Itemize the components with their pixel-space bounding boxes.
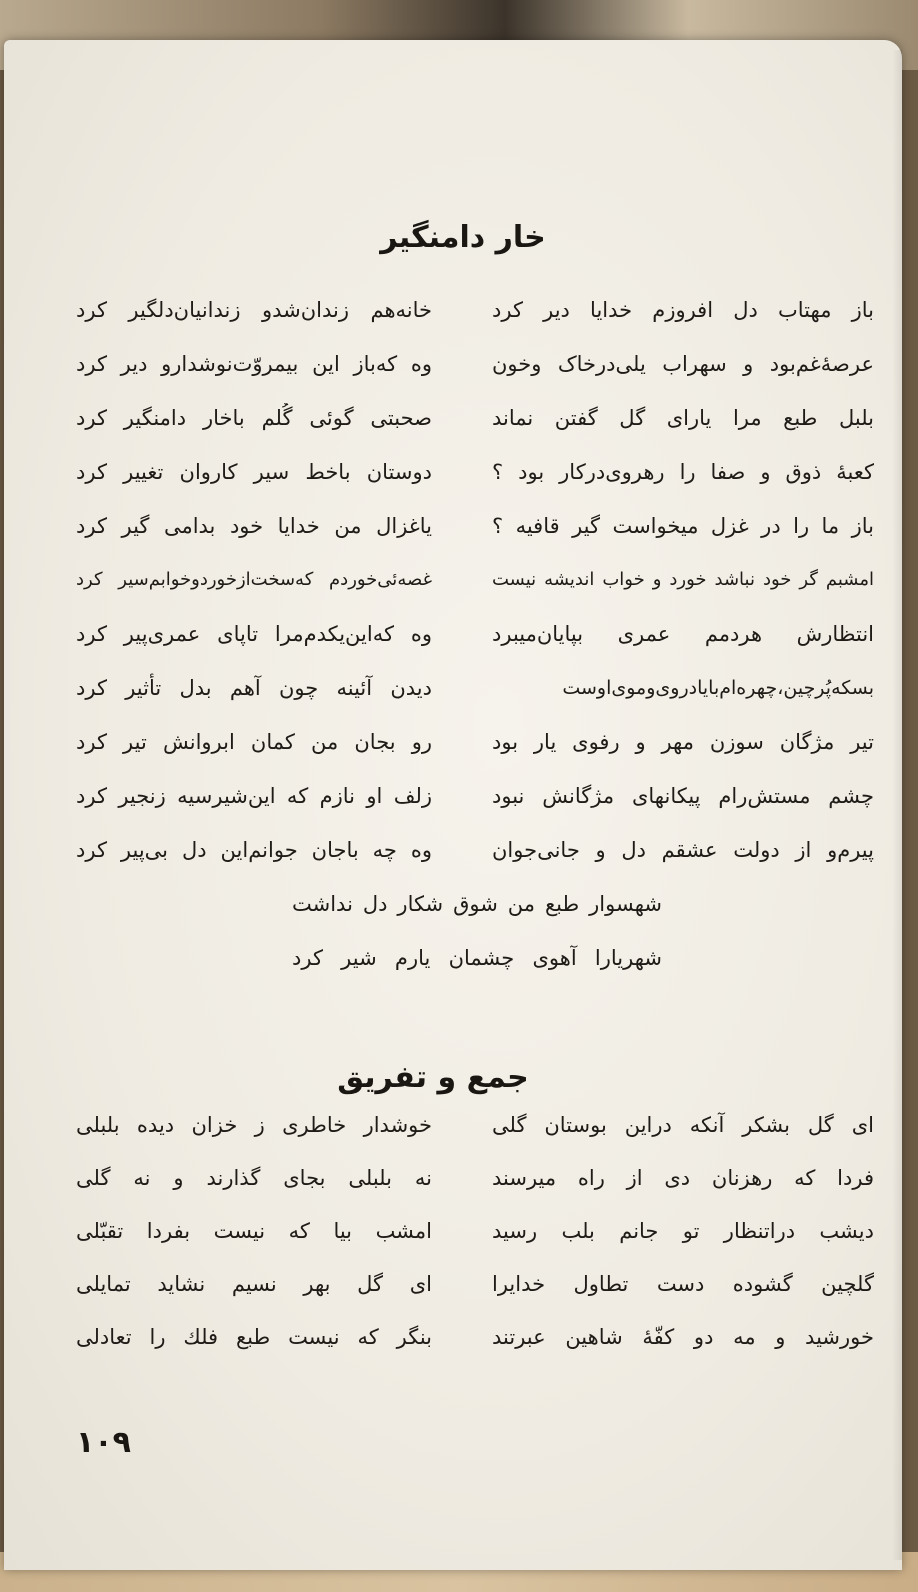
closing-hemistich-first: شهسوار طبع من شوق شکار دل نداشت [292,892,662,916]
first-hemistich: باز مهتاب دل افروزم خدایا دیر کرد [492,298,874,322]
first-hemistich: امشبم گر خود نباشد خورد و خواب اندیشه نیست [492,569,874,590]
first-hemistich: بلبل طبع مرا یارای گل گفتن نماند [492,406,874,430]
second-hemistich: زلف او نازم که این‌شیرسیه زنجیر کرد [76,784,432,808]
second-hemistich: وه چه باجان جوانم‌این دل بی‌پیر کرد [76,838,432,862]
second-hemistich: بنگر که نیست طبع فلك را تعادلی [76,1325,432,1349]
first-hemistich: باز ما را در غزل میخواست گیر قافیه ؟ [492,514,874,538]
couplet [4,619,902,675]
second-hemistich: امشب بیا که نیست بفردا تقبّلی [76,1219,432,1243]
couplet [4,457,902,513]
second-hemistich: خوشدار خاطری ز خزان دیده بلبلی [76,1113,432,1137]
couplet [4,565,902,621]
closing-second-line [4,943,902,999]
couplet [4,349,902,405]
first-hemistich: گلچین گشوده دست تطاول خدایرا [492,1272,874,1296]
first-hemistich: کعبهٔ ذوق و صفا را رهروی‌درکار بود ؟ [492,460,874,484]
couplet [4,1322,902,1378]
second-hemistich: رو بجان من کمان ابروانش تیر کرد [76,730,432,754]
second-hemistich: دیدن آئینه چون آهم بدل تأثیر کرد [76,676,432,700]
couplet [4,1216,902,1272]
first-hemistich: فردا که رهزنان دی از راه میرسند [492,1166,874,1190]
couplet [4,511,902,567]
couplet [4,1269,902,1325]
poem-title: جمع و تفریق [337,1060,529,1095]
first-hemistich: تیر مژگان سوزن مهر و رفوی یار بود [492,730,874,754]
first-hemistich: پیرم‌و از دولت عشقم دل و جانی‌جوان [492,838,874,862]
second-hemistich: نه بلبلی بجای گذارند و نه گلی [76,1166,432,1190]
couplet [4,295,902,351]
couplet [4,1110,902,1166]
couplet [4,781,902,837]
couplet [4,403,902,459]
first-hemistich: دیشب دراتنظار تو جانم بلب رسید [492,1219,874,1243]
second-hemistich: وه که‌باز این بیمروّت‌نوشدارو دیر کرد [76,352,432,376]
first-hemistich: عرصهٔ‌غم‌بود و سهراب یلی‌درخاک وخون [492,352,874,376]
second-hemistich: ای گل بهر نسیم نشاید تمایلی [76,1272,432,1296]
couplet [4,727,902,783]
poem-title: خار دامنگیر [380,220,546,255]
first-hemistich: انتظارش هردمم عمری بپایان‌میبرد [492,622,874,646]
couplet [4,835,902,891]
second-hemistich: صحبتی گوئی گُلم باخار دامنگیر کرد [76,406,432,430]
second-hemistich: دوستان باخط سیر کاروان تغییر کرد [76,460,432,484]
book-page [4,40,902,1570]
page-number: ۱۰۹ [76,1425,131,1460]
second-hemistich: غصه‌ئی‌خوردم که‌سخت‌از‌خورد‌و‌خوابم‌سیر کرد [76,569,432,590]
second-hemistich: یاغزال من خدایا خود بدامی گیر کرد [76,514,432,538]
second-hemistich: وه که‌این‌یکدم‌مرا تاپای عمری‌پیر کرد [76,622,432,646]
closing-first-line [4,889,902,945]
couplet [4,673,902,729]
second-hemistich: خانه‌هم زندان‌شدو زندانیان‌دلگیر کرد [76,298,432,322]
couplet [4,1163,902,1219]
first-hemistich: بسکه‌پُرچین،چهره‌ام‌بایادروی‌وموی‌اوست [562,677,874,699]
first-hemistich: چشم مستش‌رام پیکانهای مژگانش نبود [492,784,874,808]
first-hemistich: ای گل بشکر آنکه دراین بوستان گلی [492,1113,874,1137]
closing-hemistich-second: شهریارا آهوی چشمان یارم شیر کرد [292,946,662,970]
first-hemistich: خورشید و مه دو کفّهٔ شاهین عبرتند [492,1325,874,1349]
